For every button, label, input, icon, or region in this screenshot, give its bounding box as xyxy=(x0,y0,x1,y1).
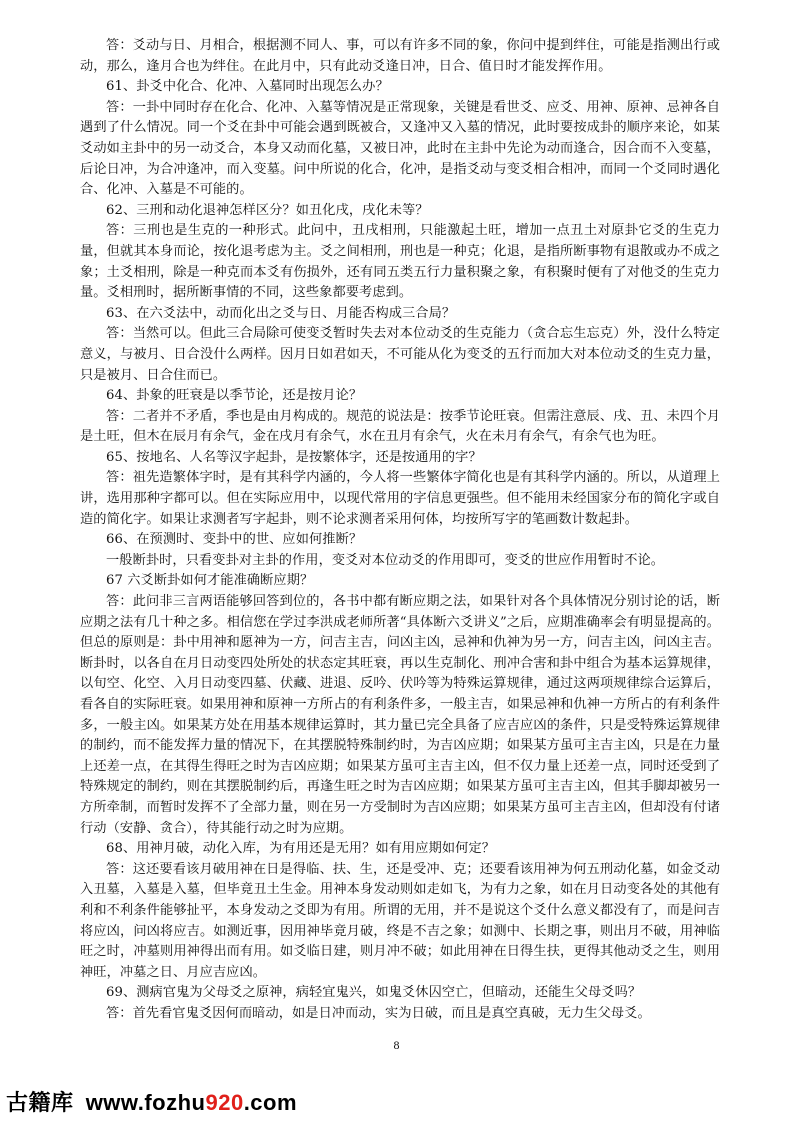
answer-paragraph: 答：二者并不矛盾，季也是由月构成的。规范的说法是：按季节论旺衰。但需注意辰、戌、丑、未四个月是土旺，但木在辰月有余气，金在戌月有余气，水在丑月有余气，火在未月有余气，有余气也为旺。 xyxy=(80,408,720,445)
answer-paragraph: 答：这还要看该月破用神在日是得临、扶、生，还是受冲、克；还要看该用神为何五刑动化墓，如金爻动入丑墓，入墓是入墓，但毕竟丑土生金。用神本身发动则如走如飞，为有力之象，如在月日动变各处的其他有利和不利条件能够扯平，本身发动之爻即为有用。所谓的无用，并不是说这个爻什么意义都没有了，而是问吉将应凶，问凶将应吉。如测近事，因用神毕竟月破，终是不吉之象；如测中、长期之事，则出月不破，用神临旺之时，冲墓则用神得出而有用。如爻临日建，则月冲不破；如此用神在日得生扶，更得其他动爻之生，则用神旺，冲墓之日、月应吉应凶。 xyxy=(80,861,720,980)
question-heading: 68、用神月破，动化入库，为有用还是无用？如有用应期如何定？ xyxy=(106,841,496,857)
answer-paragraph: 答：爻动与日、月相合，根据测不同人、事，可以有许多不同的象，你问中提到绊住，可能是指测出行或动，那么，逢月合也为绊住。在此月中，只有此动爻逢日冲，日合、值日时才能发挥作用。 xyxy=(80,38,720,74)
question-heading: 69、测病官鬼为父母爻之原神，病轻宜鬼兴，如鬼爻休囚空亡，但暗动，还能生父母爻吗？ xyxy=(106,985,642,1001)
question-heading: 65、按地名、人名等汉字起卦，是按繁体字，还是按通用的字？ xyxy=(106,449,482,465)
question-heading: 62、三刑和动化退神怎样区分？如丑化戌，戌化未等？ xyxy=(106,202,429,218)
answer-paragraph: 答：此问非三言两语能够回答到位的，各书中都有断应期之法，如果针对各个具体情况分别讨论的话，断应期之法有几十种之多。相信您在学过李洪成老师所著“具体断六爻讲义”之后，应期准确率会有明显提高的。但总的原则是：卦中用神和愿神为一方，问吉主吉，问凶主凶，忌神和仇神为另一方，问吉主凶，问凶主吉。断卦时，以各自在月日动变四处所处的状态定其旺衰，再以生克制化、刑冲合害和卦中组合为基本运算规律，以旬空、化空、入月日动变四墓、伏藏、进退、反吟、伏吟等为特殊运算规律，通过这两项规律综合运算后，看各自的实际旺衰。如果用神和原神一方所占的有利条件多，一般主吉，如果忌神和仇神一方所占的有利条件多，一般主凶。如果某方处在用基本规律运算时，其力量已完全具备了应吉应凶的条件，只是受特殊运算规律的制约，而不能发挥力量的情况下，在其摆脱特殊制约时，为吉凶应期；如果某方虽可主吉主凶，只是在力量上还差一点，在其得生得旺之时为吉凶应期；如果某方虽可主吉主凶，但不仅力量上还差一点，同时还受到了特殊规定的制约，则在其摆脱制约后，再逢生旺之时为吉凶应期；如果某方虽可主吉主凶，但其手脚却被另一方所牵制，而暂时发挥不了全部力量，则在另一方受制时为吉凶应期；如果某方虽可主吉主凶，但却没有付诸行动（安静、贪合），待其能行动之时为应期。 xyxy=(80,594,720,836)
watermark-url-suffix: .com xyxy=(243,1090,298,1115)
answer-paragraph: 答：当然可以。但此三合局除可使变爻暂时失去对本位动爻的生克能力（贪合忘生忘克）外，没什么特定意义，与被月、日合没什么两样。因月日如君如天，不可能从化为变爻的五行而加大对本位动爻的生克力量，只是被月、日合住而已。 xyxy=(80,326,720,383)
question-heading: 66、在预测时、变卦中的世、应如何推断？ xyxy=(106,532,363,548)
watermark-site-name: 古籍库 xyxy=(6,1091,74,1116)
watermark-url-prefix: www.fozhu xyxy=(85,1090,206,1115)
question-heading: 67 六爻断卦如何才能准确断应期？ xyxy=(106,573,314,589)
question-heading: 63、在六爻法中，动而化出之爻与日、月能否构成三合局？ xyxy=(106,305,456,321)
page-number: 8 xyxy=(393,1038,400,1052)
question-heading: 64、卦象的旺衰是以季节论，还是按月论？ xyxy=(106,388,363,404)
document-body xyxy=(80,36,720,1025)
site-watermark xyxy=(6,1086,297,1117)
question-heading: 61、卦爻中化合、化冲、入墓同时出现怎么办？ xyxy=(106,79,389,95)
answer-paragraph: 答：祖先造繁体字时，是有其科学内涵的，今人将一些繁体字简化也是有其科学内涵的。所以，从道理上讲，选用那种字都可以。但在实际应用中，以现代常用的字信息更强些。但不能用未经国家分布的简化字或自造的简化字。如果让求测者写字起卦，则不论求测者采用何体，均按所写字的笔画数计数起卦。 xyxy=(80,470,720,527)
answer-paragraph: 答：一卦中同时存在化合、化冲、入墓等情况是正常现象，关键是看世爻、应爻、用神、原神、忌神各自遇到了什么情况。同一个爻在卦中可能会遇到既被合，又逢冲又入墓的情况，此时要按成卦的顺序来论，如某爻动如主卦中的另一动爻合，本身又动而化墓，又被日冲，此时在主卦中先论为动而逢合，因合而不入变墓，后论日冲，为合冲逢冲，而入变墓。问中所说的化合，化冲，是指爻动与变爻相合相冲，而同一个爻同时遇化合、化冲、入墓是不可能的。 xyxy=(80,99,720,198)
answer-paragraph: 答：首先看官鬼爻因何而暗动，如是日冲而动，实为日破，而且是真空真破，无力生父母爻。 xyxy=(106,1005,651,1021)
answer-paragraph: 答：三刑也是生克的一种形式。此问中，丑戌相刑，只能激起土旺，增加一点丑土对原卦它爻的生克力量，但就其本身而论，按化退考虑为主。爻之间相刑，刑也是一种克；化退，是指所断事物有退散或办不成之象；土爻相刑，除是一种克而本爻有伤损外，还有同五类五行力量积聚之象，有积聚时便有了对他爻的生克力量。爻相刑时，据所断事情的不同，这些象都要考虑到。 xyxy=(80,223,720,301)
watermark-url-number: 920 xyxy=(205,1090,244,1115)
watermark-url xyxy=(86,1090,297,1115)
answer-paragraph: 一般断卦时，只看变卦对主卦的作用，变爻对本位动爻的作用即可，变爻的世应作用暂时不论。 xyxy=(106,552,665,568)
